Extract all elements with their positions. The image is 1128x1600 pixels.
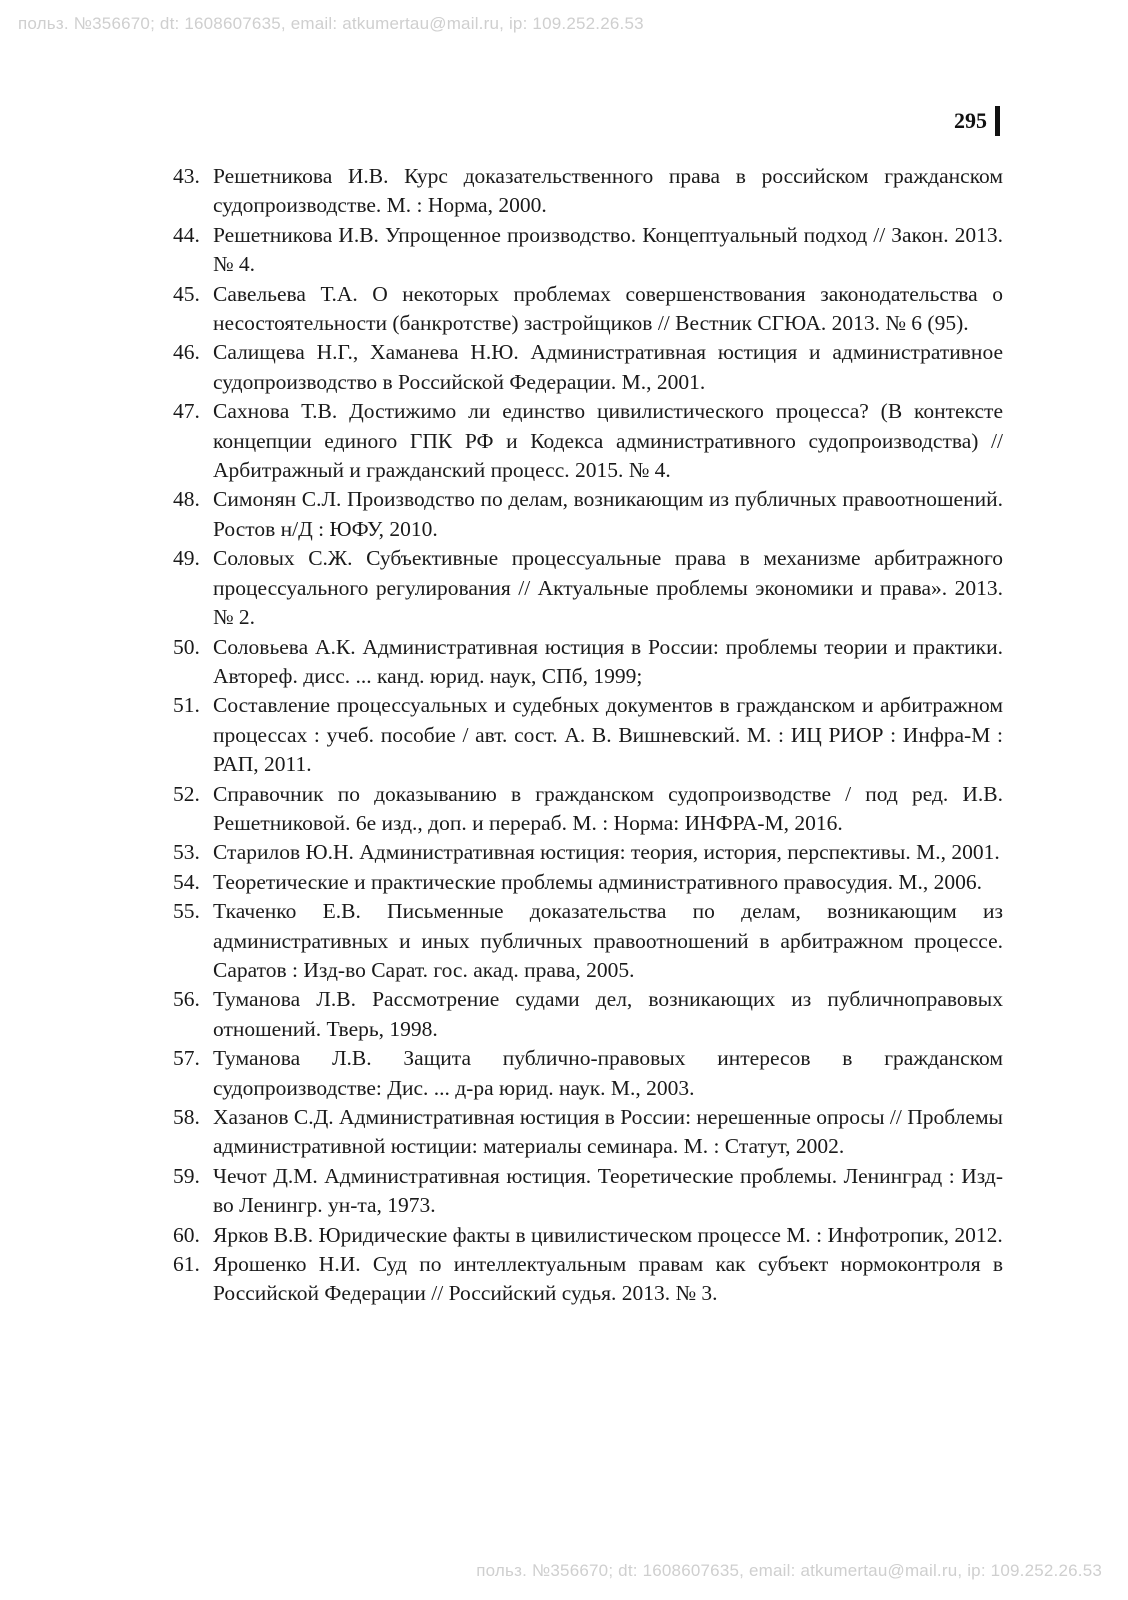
reference-number: 61. (173, 1252, 200, 1277)
reference-item (173, 338, 1003, 397)
reference-number: 50. (173, 634, 200, 659)
reference-number: 55. (173, 899, 200, 924)
reference-item (173, 691, 1003, 779)
reference-text: Решетникова И.В. Курс доказательственного права в российском гражданском судопроизводстве. М. : Норма, 2000. (213, 164, 1003, 218)
reference-number: 54. (173, 869, 200, 894)
reference-number: 52. (173, 781, 200, 806)
reference-item (173, 221, 1003, 280)
page-number: 295 (954, 108, 987, 133)
reference-text: Симонян С.Л. Производство по делам, возникающим из публичных правоотношений. Ростов н/Д : ЮФУ, 2010. (213, 487, 1003, 541)
watermark-bottom: польз. №356670; dt: 1608607635, email: atkumertau@mail.ru, ip: 109.252.26.53 (476, 1561, 1102, 1580)
reference-number: 45. (173, 281, 200, 306)
reference-text: Сахнова Т.В. Достижимо ли единство цивилистического процесса? (В контексте концепции единого ГПК РФ и Кодекса административного судопроизводства) // Арбитражный и гражданский процесс. 2015. № 4. (213, 399, 1003, 483)
reference-item (173, 1044, 1003, 1103)
reference-text: Ярков В.В. Юридические факты в цивилистическом процессе М. : Инфотропик, 2012. (213, 1222, 1003, 1247)
reference-text: Старилов Ю.Н. Административная юстиция: теория, история, перспективы. М., 2001. (213, 840, 1000, 865)
reference-text: Решетникова И.В. Упрощенное производство. Концептуальный подход // Закон. 2013. № 4. (213, 222, 1003, 277)
reference-text: Савельева Т.А. О некоторых проблемах совершенствования законодательства о несостоятельности (банкротстве) застройщиков // Вестник СГЮА. 2013. № 6 (95). (213, 281, 1003, 336)
reference-item (173, 1103, 1003, 1162)
reference-text: Справочник по доказыванию в гражданском судопроизводстве / под ред. И.В. Решетниковой. 6е изд., доп. и перераб. М. : Норма: ИНФРА-М, 2016. (213, 781, 1003, 835)
reference-number: 59. (173, 1163, 200, 1188)
reference-number: 49. (173, 546, 200, 571)
reference-text: Теоретические и практические проблемы административного правосудия. М., 2006. (213, 869, 982, 894)
reference-text: Туманова Л.В. Защита публично-правовых интересов в гражданском судопроизводстве: Дис. ... д-ра юрид. наук. М., 2003. (213, 1046, 1003, 1100)
reference-item (173, 897, 1003, 985)
reference-text: Салищева Н.Г., Хаманева Н.Ю. Административная юстиция и административное судопроизводство в Российской Федерации. М., 2001. (213, 340, 1003, 394)
reference-item (173, 1250, 1003, 1309)
reference-text: Туманова Л.В. Рассмотрение судами дел, возникающих из публичноправовых отношений. Тверь, 1998. (213, 987, 1003, 1041)
reference-number: 43. (173, 164, 200, 188)
reference-number: 46. (173, 340, 200, 365)
reference-text: Соловьева А.К. Административная юстиция в России: проблемы теории и практики. Автореф. дисс. ... канд. юрид. наук, СПб, 1999; (213, 634, 1003, 688)
reference-item (173, 397, 1003, 485)
reference-number: 44. (173, 222, 200, 247)
reference-list (173, 162, 1003, 1309)
reference-item (173, 485, 1003, 544)
reference-number: 47. (173, 399, 200, 424)
reference-text: Ткаченко Е.В. Письменные доказательства по делам, возникающим из административных и иных публичных правоотношений в арбитражном процессе. Саратов : Изд-во Сарат. гос. акад. права, 2005. (213, 899, 1003, 982)
reference-number: 56. (173, 987, 200, 1012)
reference-number: 57. (173, 1046, 200, 1071)
watermark-top: польз. №356670; dt: 1608607635, email: atkumertau@mail.ru, ip: 109.252.26.53 (18, 14, 644, 33)
reference-item (173, 1162, 1003, 1221)
reference-item (173, 162, 1003, 221)
reference-number: 60. (173, 1222, 200, 1247)
reference-text: Хазанов С.Д. Административная юстиция в России: нерешенные опросы // Проблемы административной юстиции: материалы семинара. М. : Статут, 2002. (213, 1105, 1003, 1159)
reference-item (173, 280, 1003, 339)
reference-item (173, 1221, 1003, 1250)
reference-number: 48. (173, 487, 200, 512)
reference-item (173, 985, 1003, 1044)
reference-item (173, 868, 1003, 897)
reference-item (173, 544, 1003, 632)
reference-number: 58. (173, 1105, 200, 1129)
reference-number: 53. (173, 840, 200, 865)
reference-text: Ярошенко Н.И. Суд по интеллектуальным правам как субъект нормоконтроля в Российской Федерации // Российский судья. 2013. № 3. (213, 1252, 1003, 1306)
reference-text: Чечот Д.М. Административная юстиция. Теоретические проблемы. Ленинград : Изд-во Ленингр. ун-та, 1973. (213, 1163, 1003, 1218)
reference-item (173, 838, 1003, 867)
page-header (954, 106, 1000, 136)
reference-text: Соловых С.Ж. Субъективные процессуальные права в механизме арбитражного процессуального регулирования // Актуальные проблемы экономики и права». 2013. № 2. (213, 546, 1003, 630)
reference-item (173, 633, 1003, 692)
reference-item (173, 780, 1003, 839)
reference-number: 51. (173, 693, 200, 718)
page-number-bar (995, 106, 1000, 136)
reference-text: Составление процессуальных и судебных документов в гражданском и арбитражном процессах : учеб. пособие / авт. сост. А. В. Вишневский. М. : ИЦ РИОР : Инфра-М : РАП, 2011. (213, 693, 1003, 777)
